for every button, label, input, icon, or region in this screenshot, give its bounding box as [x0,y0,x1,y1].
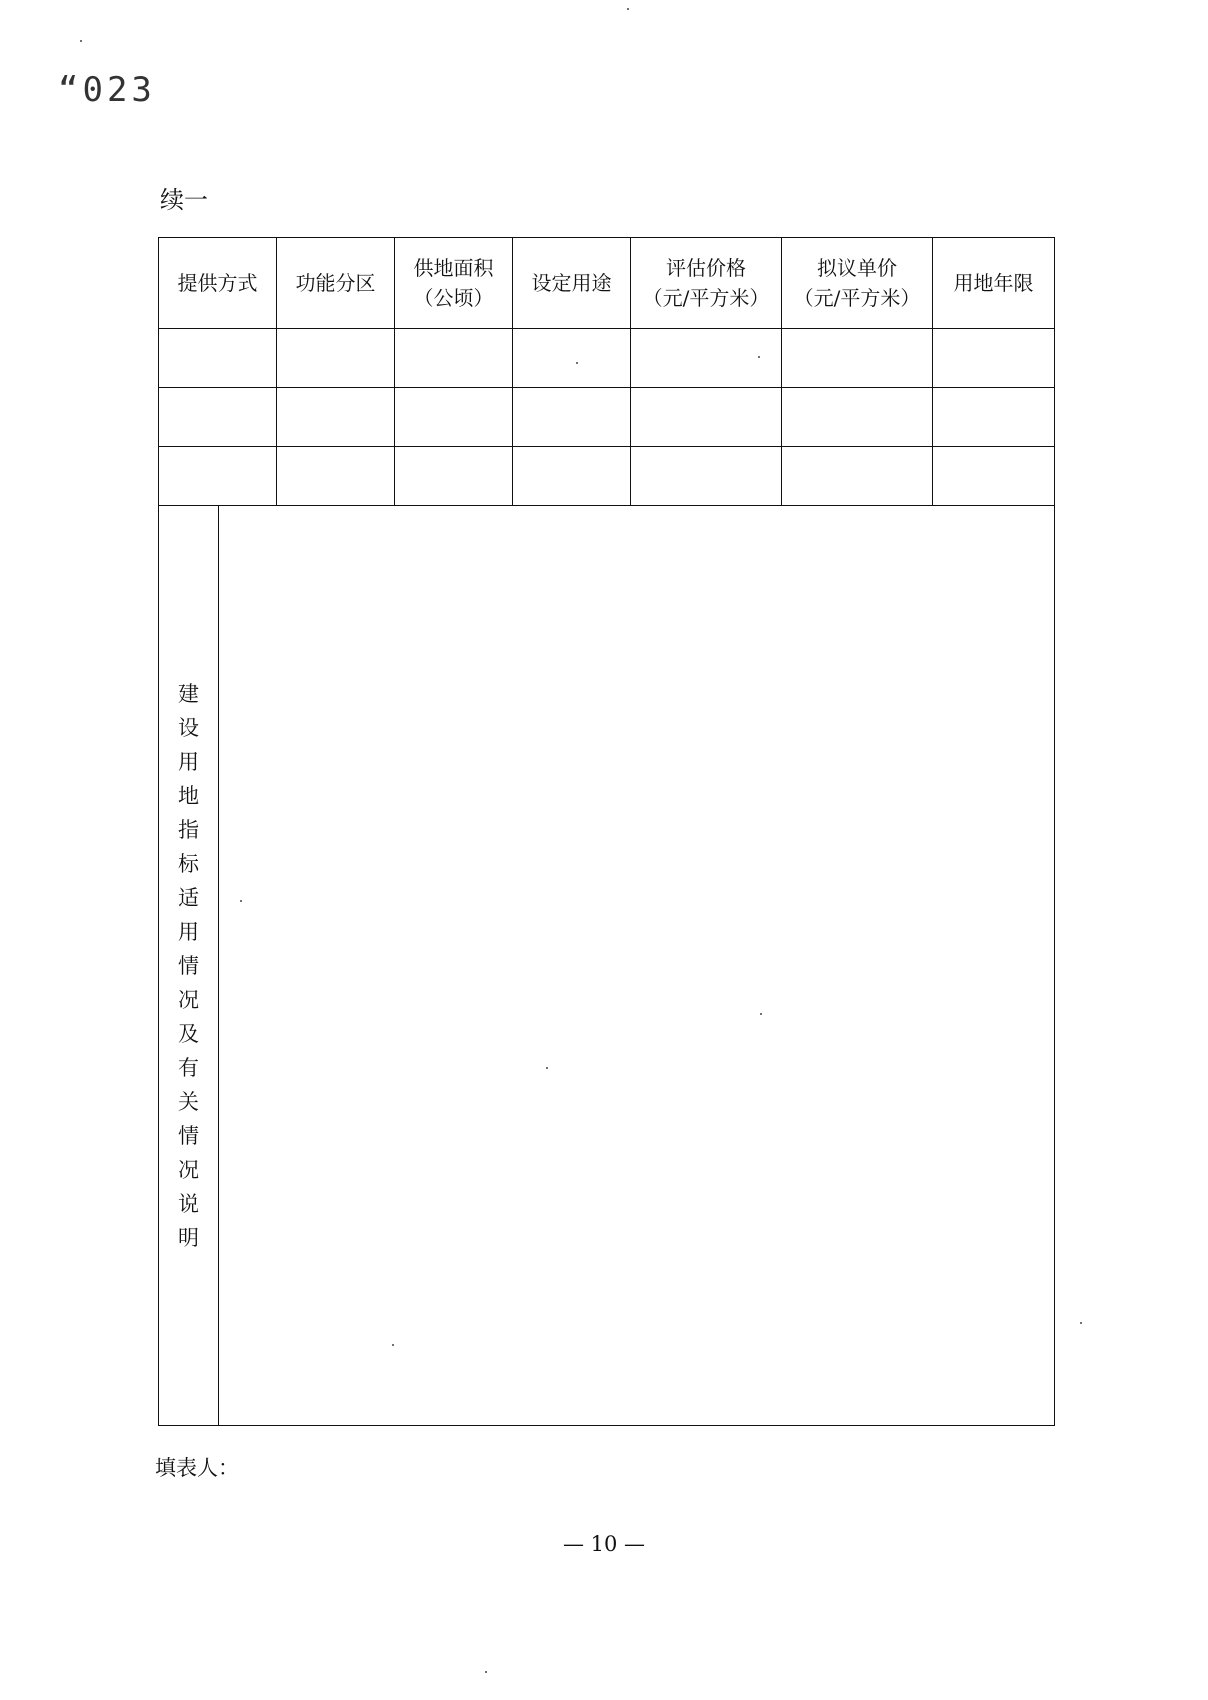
table-cell[interactable] [395,447,513,506]
scan-speck [627,8,629,10]
table-cell[interactable] [933,388,1055,447]
table-row [159,388,1055,447]
header-land-use-term: 用地年限 [933,238,1055,329]
table-cell[interactable] [513,388,631,447]
table-cell[interactable] [631,447,782,506]
table-cell[interactable] [159,447,277,506]
header-appraised-price: 评估价格 （元/平方米） [631,238,782,329]
document-stamp-number: “023 [58,70,156,110]
table-cell[interactable] [277,329,395,388]
note-label-cell [159,506,219,1426]
table-cell[interactable] [933,329,1055,388]
note-row [159,506,1055,1426]
header-supply-method: 提供方式 [159,238,277,329]
note-content-area[interactable] [219,506,1055,1426]
table-cell[interactable] [782,388,933,447]
note-label: 建设用地指标适用情况及有关情况说明 [178,681,199,1250]
table-cell[interactable] [277,388,395,447]
table-cell[interactable] [513,447,631,506]
header-supply-area: 供地面积 （公顷） [395,238,513,329]
table-cell[interactable] [159,388,277,447]
table-cell[interactable] [277,447,395,506]
header-row [159,238,1055,329]
table-cell[interactable] [631,388,782,447]
continuation-title: 续一 [160,186,208,214]
scan-speck [240,900,242,902]
scan-speck [760,1013,762,1015]
scan-speck [758,356,760,358]
table-cell[interactable] [933,447,1055,506]
scan-speck [80,40,82,42]
land-supply-table [158,237,1055,1426]
table-cell[interactable] [782,447,933,506]
scan-speck [576,362,578,364]
scan-speck [1080,1322,1082,1324]
header-designated-use: 设定用途 [513,238,631,329]
table-cell[interactable] [395,388,513,447]
header-functional-zone: 功能分区 [277,238,395,329]
page-number: — 10 — [562,1532,646,1556]
table-row [159,447,1055,506]
scan-speck [485,1671,487,1673]
scan-speck [392,1344,394,1346]
scan-speck [546,1067,548,1069]
table-cell[interactable] [395,329,513,388]
table-cell[interactable] [782,329,933,388]
table-cell[interactable] [159,329,277,388]
form-filler-label: 填表人： [155,1456,239,1480]
table-cell[interactable] [513,329,631,388]
table-row [159,329,1055,388]
table-cell[interactable] [631,329,782,388]
header-proposed-unit-price: 拟议单价 （元/平方米） [782,238,933,329]
